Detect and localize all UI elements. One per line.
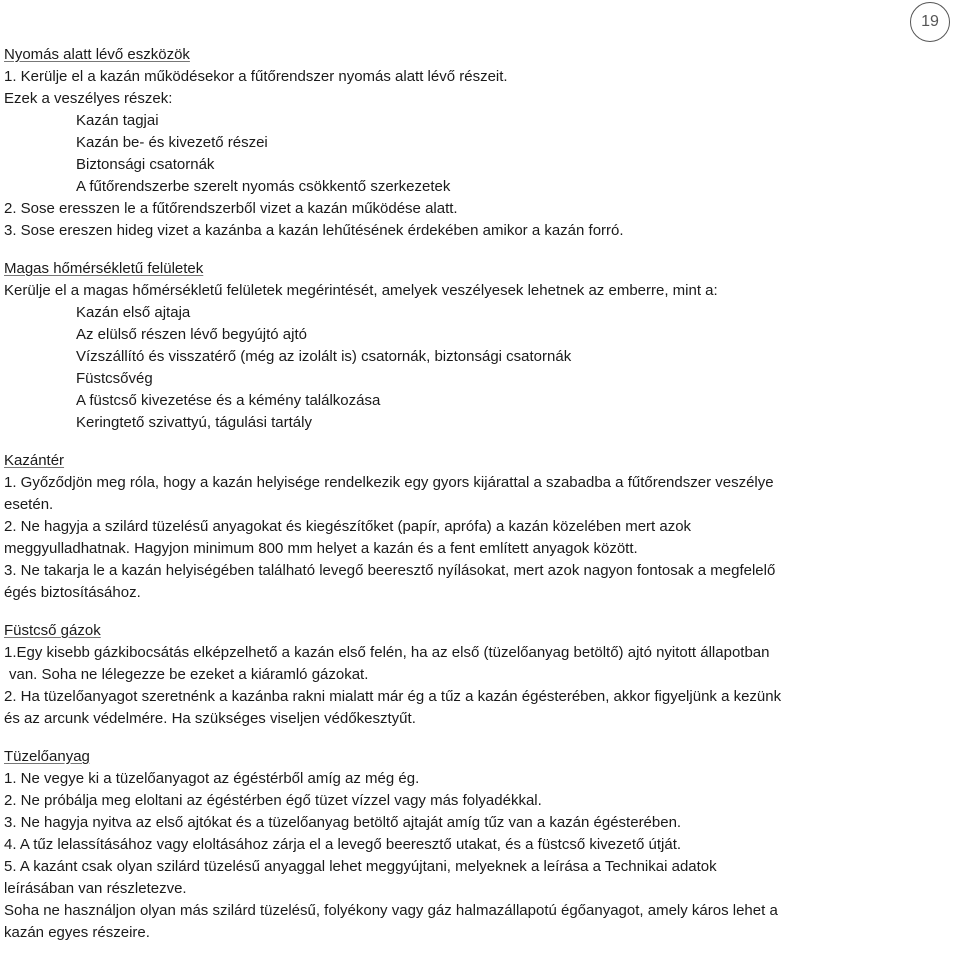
paragraph-line: van. Soha ne lélegezze be ezeket a kiáramló gázokat. [9, 666, 369, 683]
paragraph-line: 1. Ne vegye ki a tüzelőanyagot az égéstérből amíg az még ég. [4, 770, 420, 787]
paragraph-line: 5. A kazánt csak olyan szilárd tüzelésű anyaggal lehet meggyújtani, melyeknek a leírása a Technikai adatok [4, 858, 717, 875]
section [4, 620, 952, 730]
paragraph-line: 2. Ha tüzelőanyagot szeretnénk a kazánba rakni mialatt már ég a tűz a kazán égésterében, akkor figyeljünk a kezünk [4, 688, 782, 705]
section [4, 258, 952, 434]
paragraph-line: 3. Ne hagyja nyitva az első ajtókat és a tüzelőanyag betöltő ajtaját amíg tűz van a kazán égésterében. [4, 814, 682, 831]
page-number-badge [910, 2, 950, 42]
paragraph-line: és az arcunk védelmére. Ha szükséges viseljen védőkesztyűt. [4, 710, 416, 727]
paragraph-line: 4. A tűz lelassításához vagy eloltásához zárja el a levegő beeresztő utakat, és a füstcső kivezető útját. [4, 836, 682, 853]
list-item: Keringtető szivattyú, tágulási tartály [76, 414, 312, 431]
paragraph-line: Kerülje el a magas hőmérsékletű felületek megérintését, amelyek veszélyesek lehetnek az emberre, mint a: [4, 282, 718, 299]
paragraph-line: meggyulladhatnak. Hagyjon minimum 800 mm helyet a kazán és a fent említett anyagok között. [4, 540, 638, 557]
paragraph-line: 2. Sose eresszen le a fűtőrendszerből vizet a kazán működése alatt. [4, 200, 458, 217]
paragraph-line: 1. Győződjön meg róla, hogy a kazán helyisége rendelkezik egy gyors kijárattal a szabadba a fűtőrendszer veszélye [4, 474, 774, 491]
paragraph-line: 3. Sose ereszen hideg vizet a kazánba a kazán lehűtésének érdekében amikor a kazán forró. [4, 222, 624, 239]
section-heading: Füstcső gázok [4, 622, 101, 639]
paragraph-line: kazán egyes részeire. [4, 924, 150, 941]
paragraph-line: 2. Ne próbálja meg eloltani az égéstérben égő tüzet vízzel vagy más folyadékkal. [4, 792, 542, 809]
list-item: Füstcsővég [76, 370, 153, 387]
list-item: Vízszállító és visszatérő (még az izolált is) csatornák, biztonsági csatornák [76, 348, 572, 365]
paragraph-line: 2. Ne hagyja a szilárd tüzelésű anyagokat és kiegészítőket (papír, aprófa) a kazán közelében mert azok [4, 518, 692, 535]
section-heading: Kazántér [4, 452, 65, 469]
section [4, 44, 952, 242]
document-body [4, 44, 952, 944]
list-item: Biztonsági csatornák [76, 156, 215, 173]
paragraph-line: Soha ne használjon olyan más szilárd tüzelésű, folyékony vagy gáz halmazállapotú égőanyagot, amely káros lehet a [4, 902, 778, 919]
section-gap [4, 604, 952, 620]
list-item: A fűtőrendszerbe szerelt nyomás csökkentő szerkezetek [76, 178, 451, 195]
page-number: 19 [921, 13, 939, 30]
section-heading: Nyomás alatt lévő eszközök [4, 46, 190, 63]
section-heading: Tüzelőanyag [4, 748, 90, 765]
section-gap [4, 242, 952, 258]
list-item: Kazán be- és kivezető részei [76, 134, 268, 151]
paragraph-line: esetén. [4, 496, 54, 513]
list-item: Kazán tagjai [76, 112, 159, 129]
list-item: Kazán első ajtaja [76, 304, 191, 321]
list-item: A füstcső kivezetése és a kémény találkozása [76, 392, 381, 409]
paragraph-line: leírásában van részletezve. [4, 880, 187, 897]
section [4, 450, 952, 604]
paragraph-line: 1.Egy kisebb gázkibocsátás elképzelhető a kazán első felén, ha az első (tüzelőanyag betöltő) ajtó nyitott állapotban [4, 644, 770, 661]
paragraph-line: 3. Ne takarja le a kazán helyiségében található levegő beeresztő nyílásokat, mert azok nagyon fontosak a megfelelő [4, 562, 776, 579]
section [4, 746, 952, 944]
section-gap [4, 730, 952, 746]
section-heading: Magas hőmérsékletű felületek [4, 260, 204, 277]
paragraph-line: 1. Kerülje el a kazán működésekor a fűtőrendszer nyomás alatt lévő részeit. [4, 68, 508, 85]
paragraph-line: Ezek a veszélyes részek: [4, 90, 173, 107]
section-gap [4, 434, 952, 450]
list-item: Az elülső részen lévő begyújtó ajtó [76, 326, 307, 343]
paragraph-line: égés biztosításához. [4, 584, 141, 601]
